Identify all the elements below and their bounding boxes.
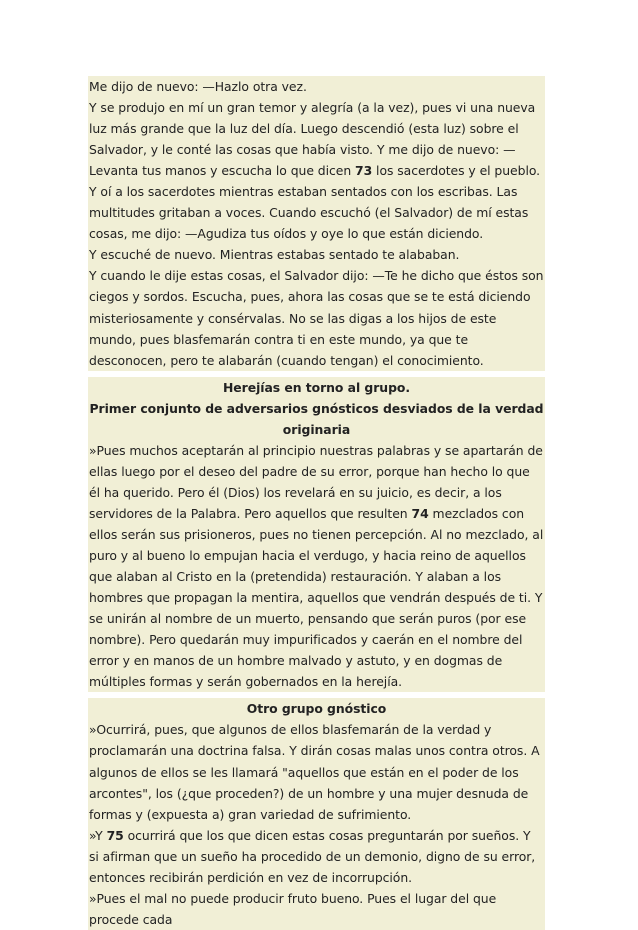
paragraph — [89, 97, 544, 181]
paragraph — [89, 825, 544, 888]
section-heading: Otro grupo gnóstico — [246, 701, 387, 717]
text-run: »Pues muchos aceptarán al principio nuestras palabras y se apartarán de ellas luego por el deseo del padre de su error, porque han hecho lo que él ha querido. Pero él (Dios) los revelará en su juicio, es decir, a los servidores de la Palabra. Pero aquellos que resulten — [89, 442, 543, 521]
paragraph: Y oí a los sacerdotes mientras estaban sentados con los escribas. Las multitudes gritaban a voces. Cuando escuchó (el Salvador) de mí estas cosas, me dijo: —Agudiza tus oídos y oye lo que están diciendo. — [89, 184, 529, 242]
paragraph: »Ocurrirá, pues, que algunos de ellos blasfemarán de la verdad y proclamarán una doctrina falsa. Y dirán cosas malas unos contra otros. A algunos de ellos se les llamará "aquellos que están en el poder de los arcontes", los (¿que proceden?) de un hombre y una mujer desnuda de formas y (expuesta a) gran variedad de sufrimiento. — [89, 722, 540, 822]
section-gnostic-group — [88, 698, 545, 930]
paragraph: Y escuché de nuevo. Mientras estabas sentado te alababan. — [89, 247, 460, 263]
section-subheading: Primer conjunto de adversarios gnósticos desviados de la verdad originaria — [89, 400, 544, 437]
paragraph — [89, 440, 544, 693]
text-block-1 — [88, 76, 545, 371]
paragraph: Me dijo de nuevo: —Hazlo otra vez. — [89, 79, 307, 94]
section-heretics — [88, 377, 545, 693]
section-heading: Herejías en torno al grupo. — [222, 379, 411, 395]
document-page — [88, 76, 545, 930]
page-number-marker: 75 — [106, 827, 124, 843]
page-number-marker: 74 — [411, 505, 429, 521]
text-run: ocurrirá que los que dicen estas cosas preguntarán por sueños. Y si afirman que un sueño ha procedido de un demonio, digno de su error, entonces recibirán perdición en vez de incorrupción. — [89, 827, 536, 885]
text-run: los sacerdotes y el pueblo. — [372, 163, 541, 179]
text-run: mezclados con ellos serán sus prisioneros, pues no tienen percepción. Al no mezclado, al puro y al bueno lo empujan hacia el verdugo, y hacia reino de aquellos que alaban al Cristo en la (pretendida) restauración. Y alaban a los hombres que propagan la mentira, aquellos que vendrán después de ti. Y se unirán al nombre de un muerto, pensando que serán puros (por ese nombre). Pero quedarán muy impurificados y caerán en el nombre del error y en manos de un hombre malvado y astuto, y en dogmas de múltiples formas y serán gobernados en la herejía. — [89, 505, 544, 690]
paragraph: »Pues el mal no puede producir fruto bueno. Pues el lugar del que procede cada — [89, 890, 497, 927]
text-run: »Y — [89, 827, 107, 843]
text-run: Y se produjo en mí un gran temor y alegría (a la vez), pues vi una nueva luz más grande que la luz del día. Luego descendió (esta luz) sobre el Salvador, y le conté las cosas que había visto. Y me dijo de nuevo: —Levanta tus manos y escucha lo que dicen — [89, 100, 536, 179]
paragraph: Y cuando le dije estas cosas, el Salvador dijo: —Te he dicho que éstos son ciegos y sordos. Escucha, pues, ahora las cosas que se te está diciendo misteriosamente y consérvalas. No se las digas a los hijos de este mundo, pues blasfemarán contra ti en este mundo, ya que te desconocen, pero te alabarán (cuando tengan) el conocimiento. — [89, 268, 544, 368]
page-number-marker: 73 — [355, 163, 373, 179]
